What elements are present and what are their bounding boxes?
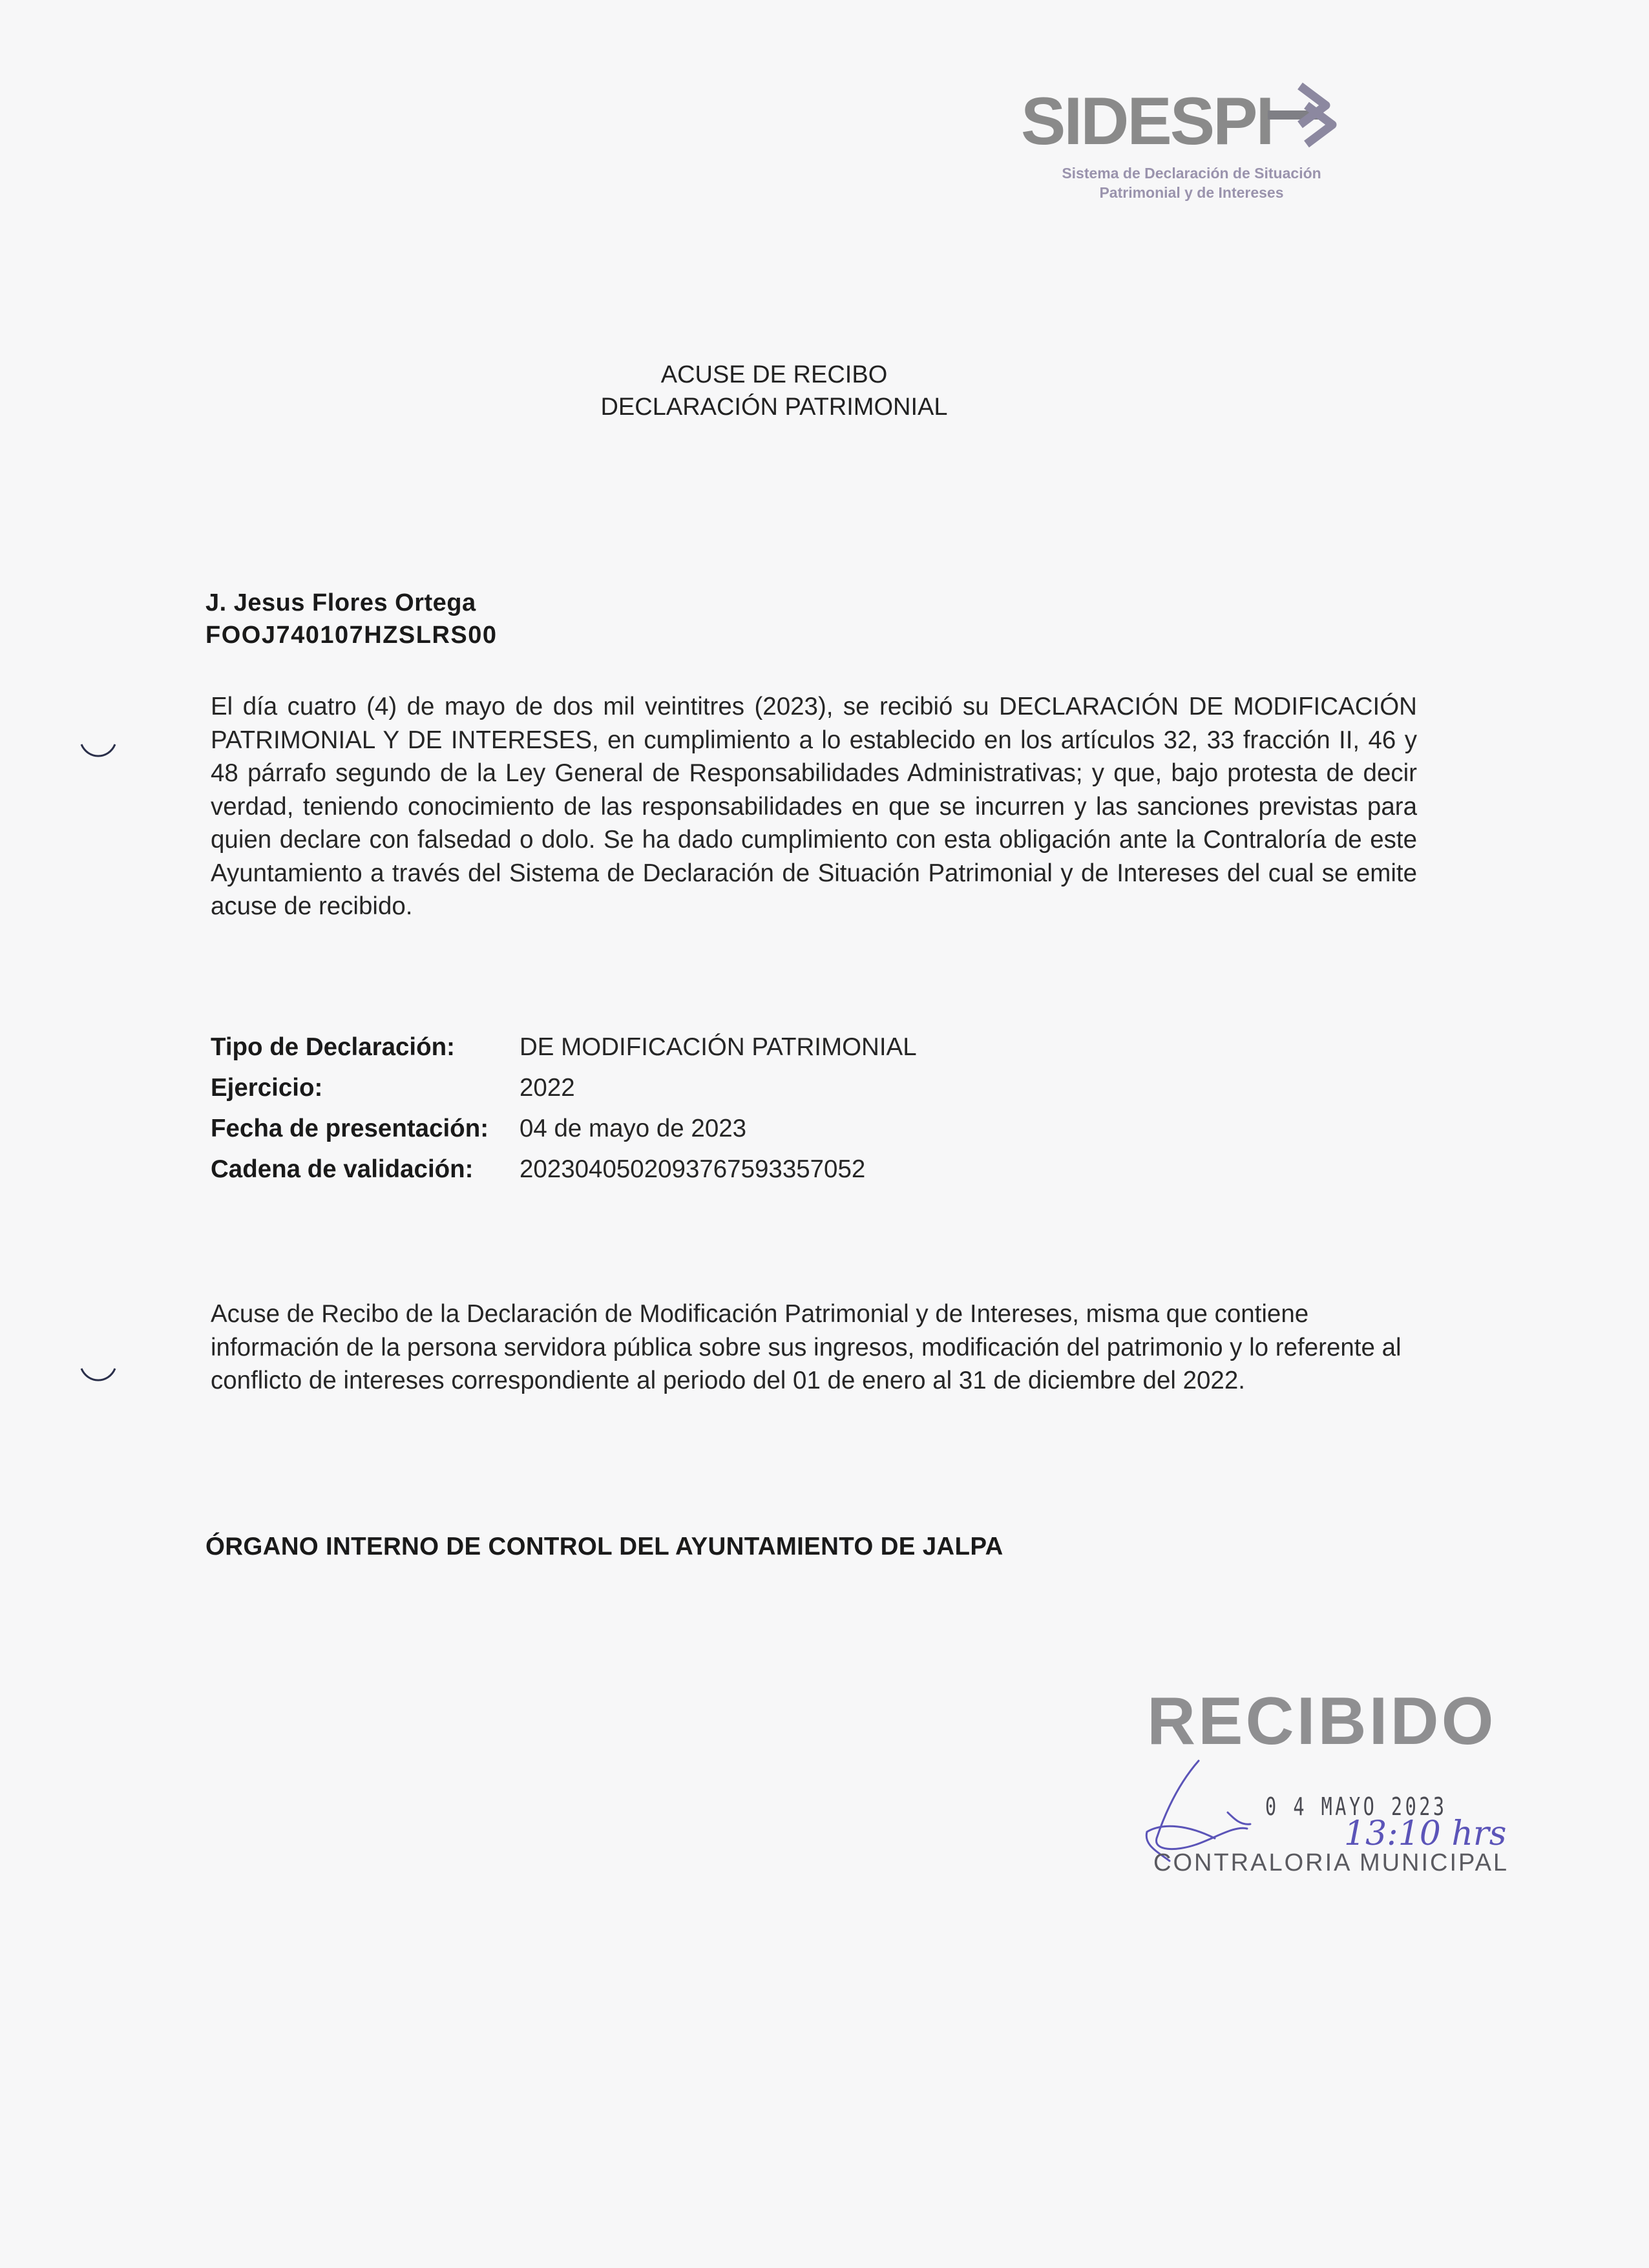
logo-tagline-2: Patrimonial y de Intereses (1099, 184, 1284, 201)
document-subtitle: DECLARACIÓN PATRIMONIAL (600, 394, 948, 421)
logo-wordmark: SIDESPI (1021, 84, 1273, 159)
received-stamp-date: 0 4 MAYO 2023 (1265, 1792, 1447, 1821)
received-stamp-word: RECIBIDO (1147, 1684, 1497, 1759)
submission-date-value: 04 de mayo de 2023 (520, 1115, 747, 1142)
receipt-paragraph: El día cuatro (4) de mayo de dos mil veintitres (2023), se recibió su DECLARACIÓN DE MODIFICACIÓN PATRIMONIAL Y DE INTERESES, en cumplimiento a lo establecido en los artículos 32, 33 fracción II, 46 y 48 párrafo segundo de la Ley General de Responsabilidades Administrativas; y que, bajo protesta de decir verdad, teniendo conocimiento de las responsabilidades en que se incurren y las sanciones previstas para quien declare con falsedad o dolo. Se ha dado cumplimiento con esta obligación ante la Contraloría de este Ayuntamiento a través del Sistema de Declaración de Situación Patrimonial y de Intereses del cual se emite acuse de recibido. (211, 693, 1417, 920)
handwritten-signature (1137, 1748, 1279, 1864)
closing-paragraph: Acuse de Recibo de la Declaración de Modificación Patrimonial y de Intereses, misma que contiene información de la persona servidora pública sobre sus ingresos, modificación del patrimonio y lo referente al conflicto de intereses correspondiente al periodo del 01 de enero al 31 de diciembre del 2022. (211, 1300, 1402, 1394)
declaration-type-label: Tipo de Declaración: (211, 1033, 455, 1061)
received-stamp-office: CONTRALORIA MUNICIPAL (1153, 1849, 1509, 1876)
validation-string-label: Cadena de validación: (211, 1155, 474, 1183)
received-stamp-time: 13:10 hrs (1344, 1814, 1507, 1853)
arrows-icon (1261, 76, 1358, 154)
declarant-rfc: FOOJ740107HZSLRS00 (205, 622, 498, 649)
logo-tagline-1: Sistema de Declaración de Situación (1062, 165, 1321, 182)
fiscal-year-value: 2022 (520, 1074, 575, 1102)
declaration-type-value: DE MODIFICACIÓN PATRIMONIAL (520, 1033, 917, 1061)
submission-date-label: Fecha de presentación: (211, 1115, 489, 1142)
issuer-name: ÓRGANO INTERNO DE CONTROL DEL AYUNTAMIENTO DE JALPA (205, 1533, 1003, 1560)
declarant-name: J. Jesus Flores Ortega (205, 589, 476, 616)
validation-string-value: 20230405020937675933570​52 (520, 1155, 866, 1183)
sidespi-logo (1021, 76, 1357, 212)
fiscal-year-label: Ejercicio: (211, 1074, 323, 1102)
document-title: ACUSE DE RECIBO (660, 361, 888, 388)
binder-hole-bottom (79, 1365, 118, 1387)
binder-hole-top (79, 740, 118, 762)
